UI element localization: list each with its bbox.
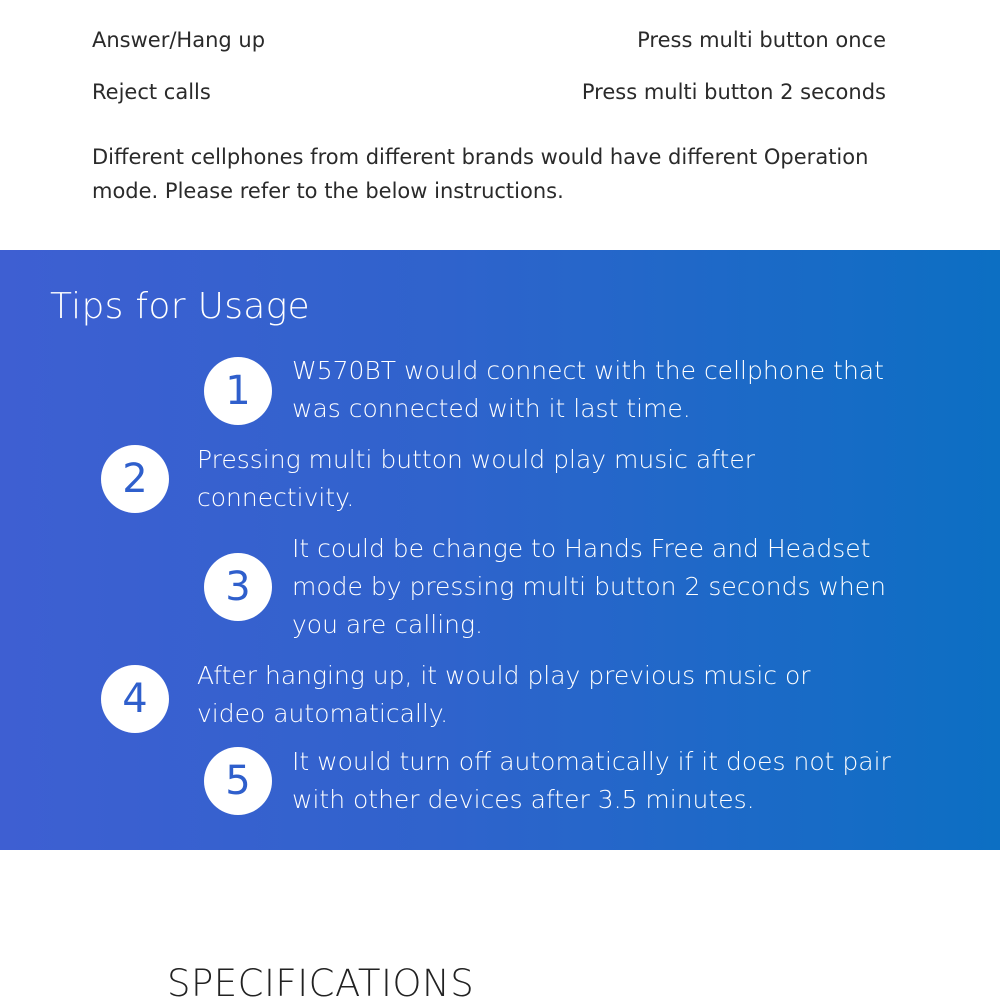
tip-text: It could be change to Hands Free and Headset mode by pressing multi button 2 seconds when you are calling. (292, 534, 886, 639)
tip-number-badge: 4 (101, 665, 169, 733)
operation-action: Reject calls (92, 80, 211, 104)
tip-number-badge: 5 (204, 747, 272, 815)
tip-number-badge: 1 (204, 357, 272, 425)
operation-method: Press multi button 2 seconds (581, 80, 886, 104)
operation-note: Different cellphones from different brands would have different Operation mode. Please refer to the below instructions. (92, 145, 869, 203)
tip-text: Pressing multi button would play music after connectivity. (197, 445, 756, 512)
operation-section (0, 0, 1000, 250)
tip-number-badge: 3 (204, 553, 272, 621)
tip-text: After hanging up, it would play previous music or video automatically. (197, 661, 811, 728)
tips-band (0, 250, 1000, 850)
tips-title: Tips for Usage (50, 286, 310, 327)
operation-action: Answer/Hang up (92, 28, 266, 52)
tip-text: It would turn off automatically if it does not pair with other devices after 3.5 minutes. (292, 747, 891, 814)
specifications-heading: SPECIFICATIONS (167, 962, 475, 1005)
tip-text: W570BT would connect with the cellphone that was connected with it last time. (292, 356, 884, 423)
tip-number-badge: 2 (101, 445, 169, 513)
operation-method: Press multi button once (637, 28, 886, 52)
